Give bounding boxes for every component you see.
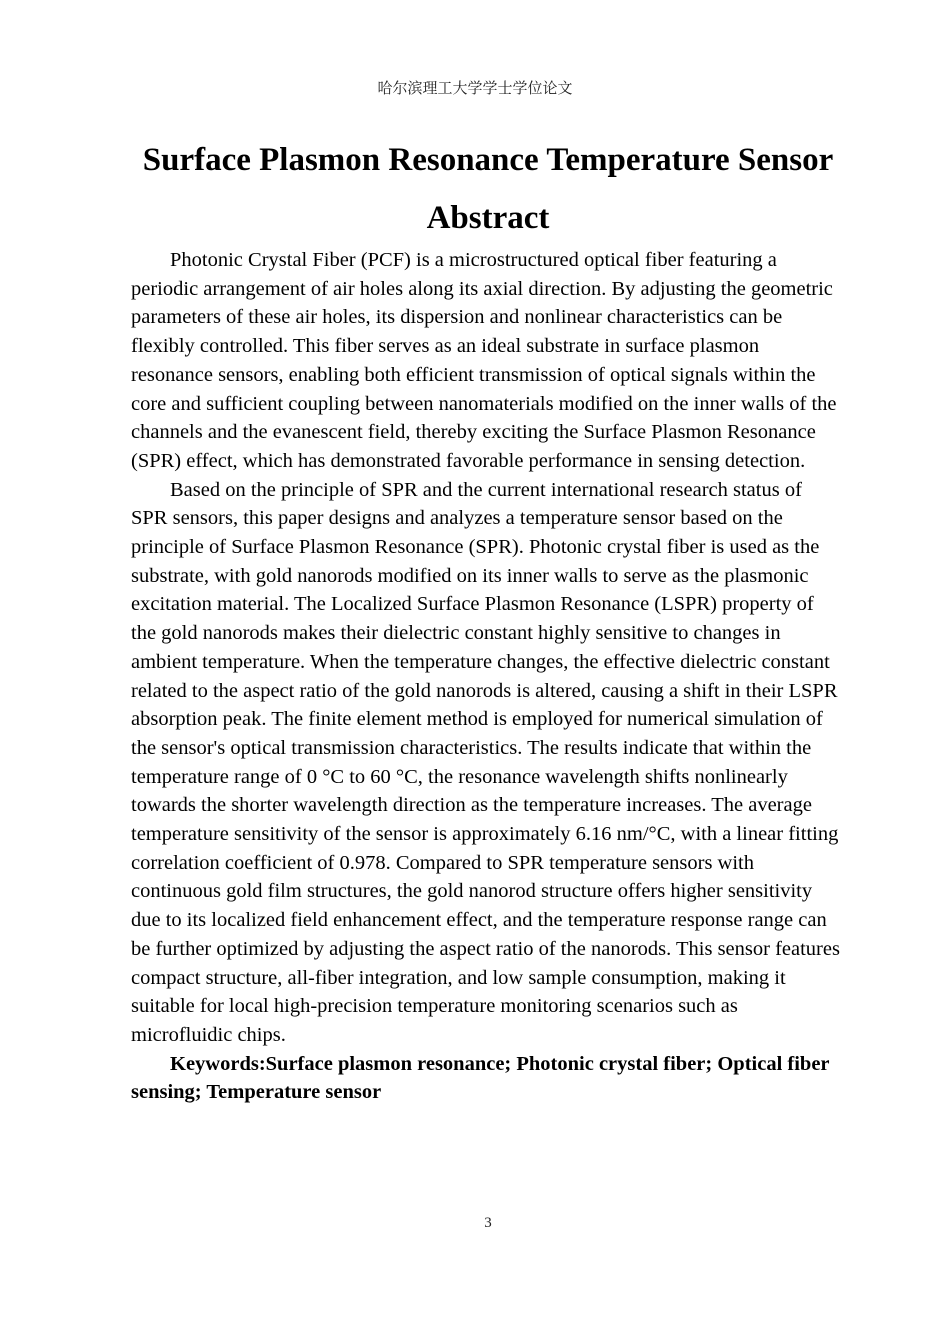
abstract-paragraph-1: Photonic Crystal Fiber (PCF) is a microstructured optical fiber featuring a periodic arrangement of air holes along its axial direction. By adjusting the geometric parameters of these air holes, its dispersion and nonlinear characteristics can be flexibly controlled. This fiber serves as an ideal substrate in surface plasmon resonance sensors, enabling both efficient transmission of optical signals within the core and sufficient coupling between nanomaterials modified on the inner walls of the channels and the evanescent field, thereby exciting the Surface Plasmon Resonance (SPR) effect, which has demonstrated favorable performance in sensing detection. [131,249,837,472]
running-header: 哈尔滨理工大学学士学位论文 [377,79,573,97]
page-title: Surface Plasmon Resonance Temperature Sensor [142,142,834,178]
abstract-body [131,246,843,1107]
abstract-paragraph-2: Based on the principle of SPR and the current international research status of SPR sensors, this paper designs and analyzes a temperature sensor based on the principle of Surface Plasmon Resonance (SPR). Photonic crystal fiber is used as the substrate, with gold nanorods modified on its inner walls to serve as the plasmonic excitation material. The Localized Surface Plasmon Resonance (LSPR) property of the gold nanorods makes their dielectric constant highly sensitive to changes in ambient temperature. When the temperature changes, the effective dielectric constant related to the aspect ratio of the gold nanorods is altered, causing a shift in their LSPR absorption peak. The finite element method is employed for numerical simulation of the sensor's optical transmission characteristics. The results indicate that within the temperature range of 0 °C to 60 °C, the resonance wavelength shifts nonlinearly towards the shorter wavelength direction as the temperature increases. The average temperature sensitivity of the sensor is approximately 6.16 nm/°C, with a linear fitting correlation coefficient of 0.978. Compared to SPR temperature sensors with continuous gold film structures, the gold nanorod structure offers higher sensitivity due to its localized field enhancement effect, and the temperature response range can be further optimized by adjusting the aspect ratio of the nanorods. This sensor features compact structure, all-fiber integration, and low sample consumption, making it suitable for local high-precision temperature monitoring scenarios such as microfluidic chips. [131,478,840,1046]
abstract-heading: Abstract [426,200,550,236]
page-number: 3 [484,1215,492,1231]
keywords-line: Keywords:Surface plasmon resonance; Photonic crystal fiber; Optical fiber sensing; Temperature sensor [131,1052,830,1104]
